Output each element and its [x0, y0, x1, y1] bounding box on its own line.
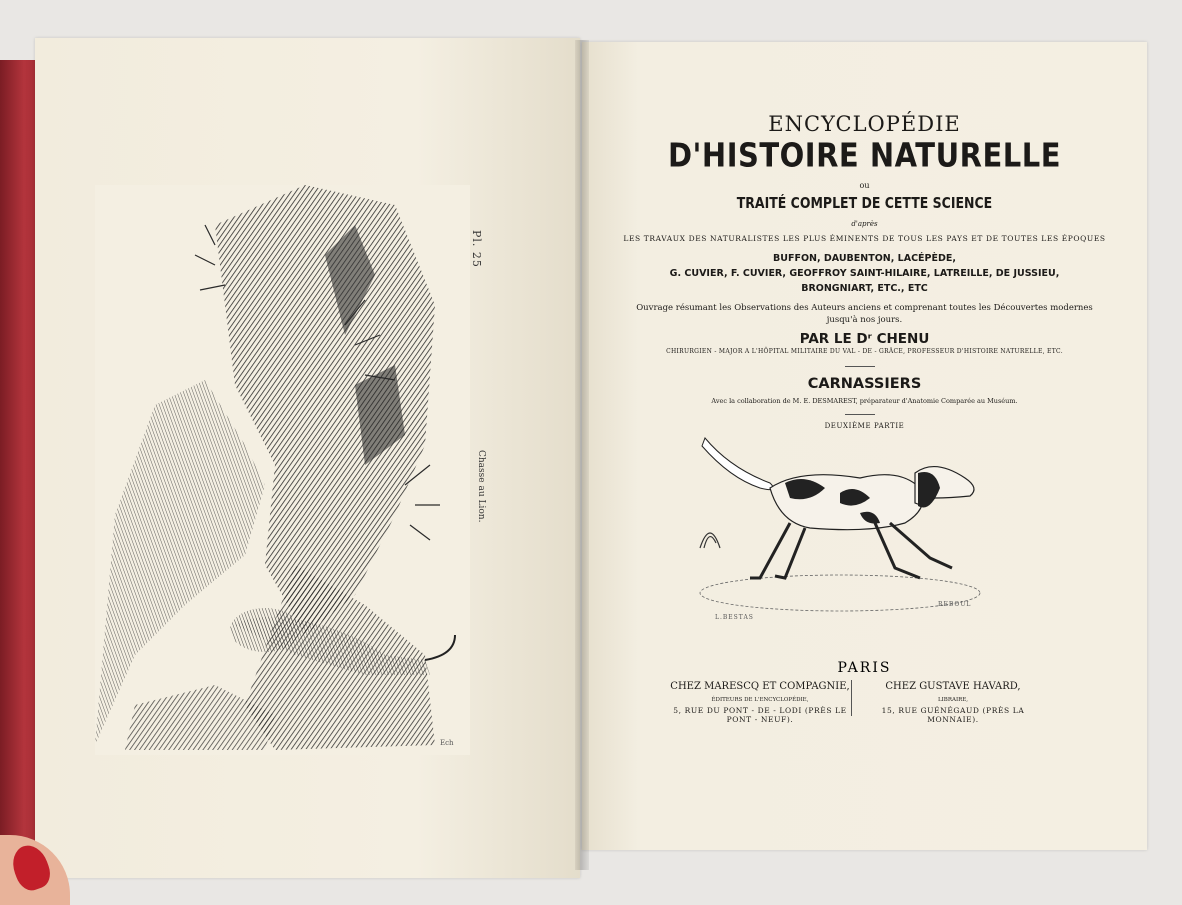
divider-rule	[845, 366, 875, 367]
lion-hunt-engraving	[95, 185, 470, 755]
plate-caption: Chasse au Lion.	[476, 450, 486, 523]
naturalists-line-1: BUFFON, DAUBENTON, LACÉPÈDE,	[773, 253, 956, 264]
title-line-1: ENCYCLOPÉDIE	[768, 112, 961, 136]
subtitle: TRAITÉ COMPLET DE CETTE SCIENCE	[736, 193, 993, 212]
ouvrage-line-2: jusqu'à nos jours.	[826, 315, 903, 325]
publisher-left-address: 5, RUE DU PONT - DE - LODI (PRÈS LE PONT - NEUF).	[673, 706, 847, 724]
ouvrage-line-1: Ouvrage résumant les Observations des Auteurs anciens et comprenant toutes les Découvertes modernes	[636, 303, 1093, 313]
plate-number: Pl. 25	[470, 230, 483, 268]
engraver-signature-left: L.BESTAS	[715, 614, 754, 621]
title-ou: ou	[859, 181, 870, 190]
publisher-right-address: 15, RUE GUÉNÉGAUD (PRÈS LA MONNAIE).	[881, 706, 1025, 724]
volume-title: CARNASSIERS	[807, 376, 922, 392]
spaniel-vignette	[690, 428, 990, 628]
travaux-line: LES TRAVAUX DES NATURALISTES LES PLUS ÉMINENTS DE TOUS LES PAYS ET DE TOUTES LES ÉPOQUES	[623, 234, 1106, 243]
engraver-signature-right: REBOUL	[938, 601, 972, 608]
publisher-right-name: CHEZ GUSTAVE HAVARD,	[885, 681, 1021, 692]
naturalists-line-3: BRONGNIART, ETC., ETC	[801, 283, 928, 294]
publisher-left-role: ÉDITEURS DE L'ENCYCLOPÉDIE,	[711, 697, 809, 703]
collaboration-line: Avec la collaboration de M. E. DESMAREST, préparateur d'Anatomie Comparée au Muséum.	[711, 397, 1018, 405]
imprint-separator	[851, 680, 852, 716]
engraver-signature: Ech	[440, 739, 454, 747]
part-label: DEUXIÈME PARTIE	[824, 422, 905, 430]
title-line-2: D'HISTOIRE NATURELLE	[667, 135, 1062, 175]
publisher-left-name: CHEZ MARESCQ ET COMPAGNIE,	[670, 681, 850, 692]
author-title: CHIRURGIEN - MAJOR A L'HÔPITAL MILITAIRE DU VAL - DE - GRÂCE, PROFESSEUR D'HISTOIRE NATURELLE, ETC.	[666, 348, 1063, 355]
d-apres: d'après	[851, 220, 878, 228]
author: PAR LE Dʳ CHENU	[799, 331, 930, 347]
naturalists-line-2: G. CUVIER, F. CUVIER, GEOFFROY SAINT-HILAIRE, LATREILLE, DE JUSSIEU,	[669, 268, 1060, 279]
divider-rule	[845, 414, 875, 415]
publisher-right-role: LIBRAIRE,	[937, 697, 969, 703]
imprint-city: PARIS	[837, 660, 892, 676]
